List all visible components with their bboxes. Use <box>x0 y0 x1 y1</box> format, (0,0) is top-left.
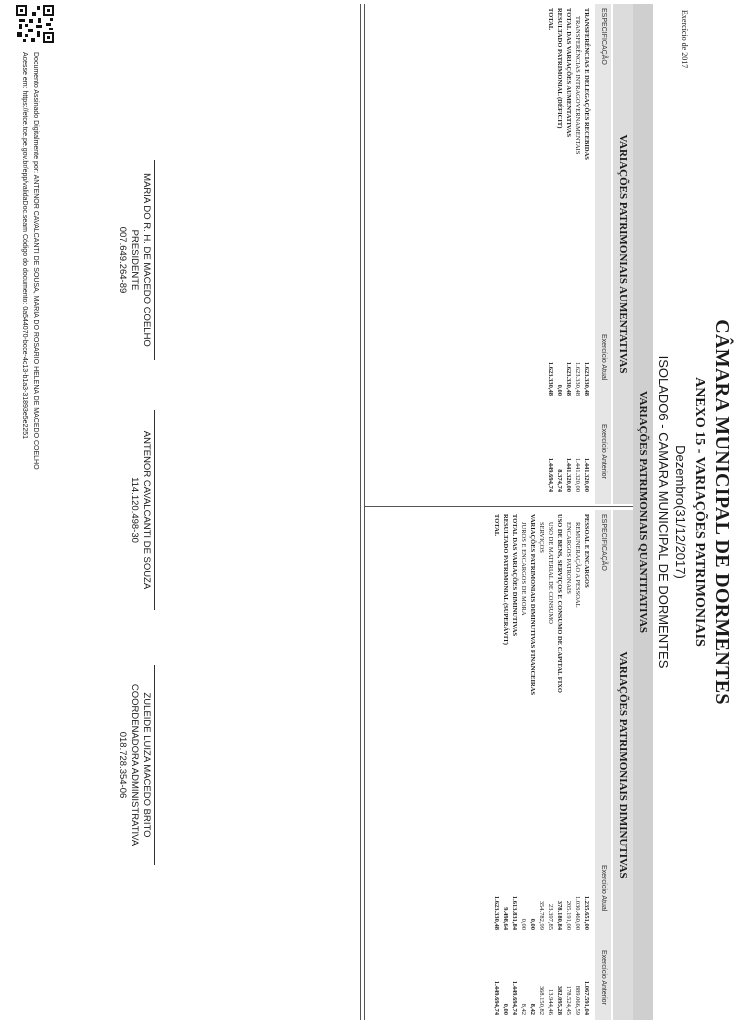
signer-role: PRESIDENTE <box>129 229 140 291</box>
signer-name: ANTENOR CAVALCANTI DE SOUZA <box>141 430 152 590</box>
row-current-value: 1.623.330,48 <box>547 361 554 396</box>
column-spec: ESPECIFICAÇÃO <box>600 8 607 65</box>
column-spec: ESPECIFICAÇÃO <box>600 514 607 571</box>
row-previous-value: 1.449.694,74 <box>547 457 554 492</box>
row-current-value: 1.030.460,00 <box>574 895 581 930</box>
row-label: PESSOAL E ENCARGOS <box>583 514 590 588</box>
qr-code-icon <box>15 4 55 44</box>
table-row <box>546 4 555 504</box>
table-row <box>555 510 564 1020</box>
verification-link[interactable]: Acesse em: https://etce.tce.pe.gov.br/epp/validaDoc.seam Código do documento: 0a544070-bcce-4c13-b1a3-31893e5e2251 <box>21 52 28 440</box>
signer-id: 114.120.498-30 <box>129 477 140 543</box>
row-previous-value: 889.066,59 <box>574 985 581 1015</box>
row-current-value: 378.180,84 <box>556 900 563 930</box>
row-label: REMUNERAÇÃO A PESSOAL <box>574 522 581 608</box>
row-label: VARIAÇÕES PATRIMONIAIS DIMINUTIVAS FINANCEIRAS <box>529 514 536 696</box>
row-previous-value: 1.449.694,74 <box>511 980 518 1015</box>
table-row <box>519 510 528 1020</box>
signature-block <box>116 665 155 865</box>
table-row <box>510 510 519 1020</box>
table-row <box>564 510 573 1020</box>
row-previous-value: 178.524,45 <box>565 985 572 1015</box>
row-previous-value: 8.374,74 <box>556 469 563 492</box>
table-bottom-line-2 <box>360 4 361 1020</box>
row-previous-value: 1.067.591,04 <box>583 980 590 1015</box>
fiscal-year-label: Exercício de 2017 <box>680 10 689 69</box>
table-bottom-line <box>364 4 365 1020</box>
row-current-value: 0,00 <box>520 918 527 930</box>
table-row <box>501 510 510 1020</box>
row-current-value: 354.782,99 <box>538 900 545 930</box>
row-label: TOTAL <box>493 514 500 537</box>
row-previous-value: 1.441.320,00 <box>583 457 590 492</box>
row-current-value: 1.623.330,48 <box>574 361 581 396</box>
row-label: USO DE BENS, SERVIÇOS E CONSUMO DE CAPITAL FIXO <box>556 514 563 693</box>
table-row <box>573 510 582 1020</box>
row-previous-value: 8,42 <box>529 1003 536 1015</box>
row-label: TRANSFERÊNCIAS INTRAGOVERNAMENTAIS <box>574 16 581 155</box>
annex-title: ANEXO 15 - VARIAÇÕES PATRIMONIAIS <box>692 377 707 647</box>
column-previous: Exercício Anterior <box>600 424 607 479</box>
table-row <box>582 510 591 1020</box>
increases-column-header <box>595 4 611 504</box>
table-row <box>537 510 546 1020</box>
row-previous-value: 368.150,82 <box>538 985 545 1015</box>
table-row <box>564 4 573 504</box>
column-current: Exercício Atual <box>600 865 607 912</box>
row-current-value: 1.613.831,84 <box>511 895 518 930</box>
increases-section-title: VARIAÇÕES PATRIMONIAIS AUMENTATIVAS <box>613 4 633 504</box>
page-title: CÂMARA MUNICIPAL DE DORMENTES <box>711 319 733 705</box>
row-previous-value: 8,42 <box>520 1003 527 1015</box>
row-label: RESULTADO PATRIMONIAL (SUPERÁVIT) <box>502 514 509 645</box>
row-label: TOTAL <box>547 8 554 31</box>
row-previous-value: 1.441.320,00 <box>565 457 572 492</box>
signer-id: 018.728.354-06 <box>117 731 128 799</box>
signer-name: MARIA DO R. H. DE MACEDO COELHO <box>141 173 152 347</box>
row-current-value: 205.191,00 <box>565 900 572 930</box>
row-current-value: 0,00 <box>556 384 563 396</box>
row-label: TRANSFERÊNCIAS E DELEGAÇÕES RECEBIDAS <box>583 8 590 160</box>
row-label: TOTAL DAS VARIAÇÕES AUMENTATIVAS <box>565 8 572 138</box>
row-label: USO DE MATERIAL DE CONSUMO <box>547 522 554 624</box>
row-label: TOTAL DAS VARIAÇÕES DIMINUTIVAS <box>511 514 518 637</box>
decreases-section-title: VARIAÇÕES PATRIMONIAIS DIMINUTIVAS <box>613 510 633 1020</box>
signature-block <box>128 410 155 610</box>
row-previous-value: 1.449.694,74 <box>493 980 500 1015</box>
entity-label: ISOLADO6 - CAMARA MUNICIPAL DE DORMENTES <box>656 355 671 669</box>
row-previous-value: 13.944,46 <box>547 989 554 1015</box>
decreases-column-header <box>595 510 611 1020</box>
period-label: Dezembro(31/12/2017) <box>673 445 688 579</box>
signer-id: 007.649.264-89 <box>117 226 128 294</box>
table-row <box>528 510 537 1020</box>
row-current-value: 1.235.651,00 <box>583 895 590 930</box>
table-divider <box>365 506 633 507</box>
column-previous: Exercício Anterior <box>600 950 607 1005</box>
row-current-value: 1.623.330,48 <box>493 895 500 930</box>
row-label: ENCARGOS PATRONAIS <box>565 522 572 594</box>
row-previous-value: 382.095,28 <box>556 985 563 1015</box>
row-previous-value: 1.441.320,00 <box>574 457 581 492</box>
table-row <box>492 510 501 1020</box>
column-current: Exercício Atual <box>600 334 607 381</box>
signer-role: COORDENADORA ADMINISTRATIVA <box>129 683 140 847</box>
row-label: SERVIÇOS <box>538 522 545 553</box>
row-current-value: 0,00 <box>529 918 536 930</box>
row-current-value: 1.623.330,48 <box>583 361 590 396</box>
row-label: JUROS E ENCARGOS DE MORA <box>520 522 527 616</box>
digital-signature-note: Documento Assinado Digitalmente por: ANTENOR CAVALCANTI DE SOUSA, MARIA DO ROSARIO HELENA DE MACEDO COELHO <box>32 52 39 470</box>
row-current-value: 9.498,64 <box>502 907 509 930</box>
table-row <box>573 4 582 504</box>
signer-name: ZULEIDE LUIZA MACEDO BRITO <box>141 692 152 838</box>
table-row <box>546 510 555 1020</box>
row-current-value: 23.397,85 <box>547 904 554 930</box>
table-row <box>555 4 564 504</box>
table-row <box>582 4 591 504</box>
row-previous-value: 0,00 <box>502 1003 509 1015</box>
quantitative-section-title: VARIAÇÕES PATRIMONIAIS QUANTITATIVAS <box>633 4 653 1020</box>
row-label: RESULTADO PATRIMONIAL (DÉFICIT) <box>556 8 563 129</box>
signature-block <box>116 160 155 360</box>
row-current-value: 1.623.330,48 <box>565 361 572 396</box>
